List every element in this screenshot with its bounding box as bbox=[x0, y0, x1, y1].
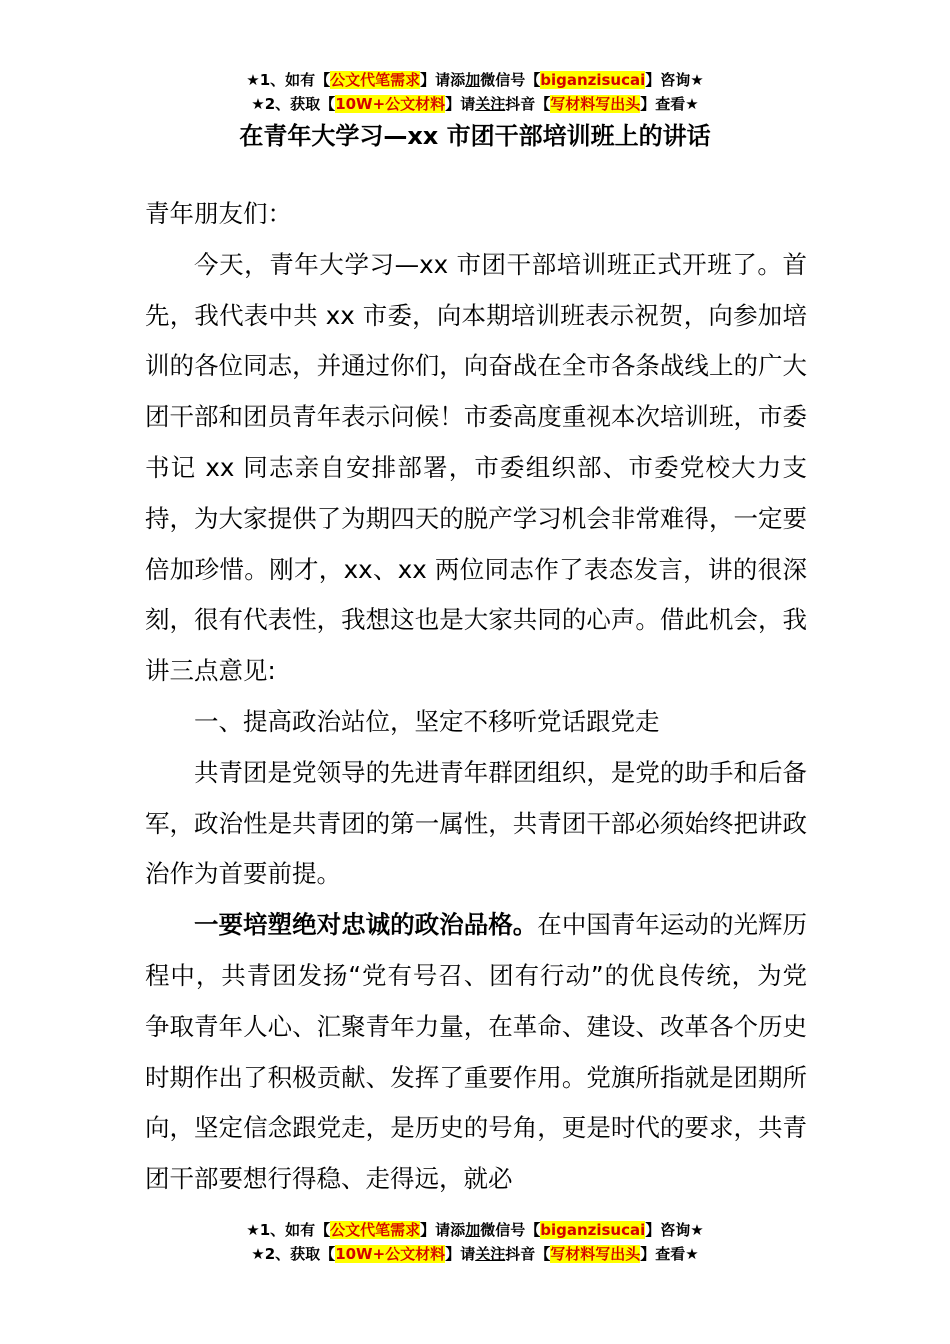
banner-text: 】查看★ bbox=[640, 1245, 699, 1263]
banner-line-1 bbox=[0, 1218, 950, 1242]
banner-text: ★2、获取【 bbox=[251, 1245, 336, 1263]
section-heading: 一、提高政治站位，坚定不移听党话跟党走 bbox=[194, 706, 660, 736]
banner-text: 微信号【 bbox=[480, 71, 541, 89]
document-title: 在青年大学习—xx 市团干部培训班上的讲话 bbox=[239, 122, 711, 150]
banner-text: 抖音【 bbox=[505, 95, 551, 113]
banner-text: 】请添 bbox=[420, 1221, 466, 1239]
banner-highlight: 10W+公文材料 bbox=[335, 95, 446, 113]
footer-banner bbox=[0, 1218, 950, 1266]
banner-text: ★1、如有【 bbox=[246, 71, 331, 89]
banner-text: 】咨询★ bbox=[645, 71, 704, 89]
banner-text: 】查看★ bbox=[640, 95, 699, 113]
banner-line-2 bbox=[0, 1242, 950, 1266]
paragraph-section-intro: 共青团是党领导的先进青年群团组织，是党的助手和后备军，政治性是共青团的第一属性，共青团干部必须始终把讲政治作为首要前提。 bbox=[145, 757, 807, 889]
banner-highlight: biganzisucai bbox=[540, 71, 646, 89]
banner-underlined-text: 加 bbox=[465, 1221, 481, 1239]
banner-underlined-text: 加 bbox=[465, 71, 481, 89]
banner-line-1 bbox=[0, 68, 950, 92]
banner-text: 】请添 bbox=[420, 71, 466, 89]
banner-text: 】咨询★ bbox=[645, 1221, 704, 1239]
salutation: 青年朋友们： bbox=[145, 199, 292, 228]
header-banner bbox=[0, 68, 950, 116]
document-body bbox=[145, 189, 807, 1205]
paragraph-intro: 今天，青年大学习—xx 市团干部培训班正式开班了。首先，我代表中共 xx 市委，向本期培训班表示祝贺，向参加培训的各位同志，并通过你们，向奋战在全市各条战线上的广大团干部和团员青年表示问候！市委高度重视本次培训班，市委书记 xx 同志亲自安排部署，市委组织部、市委党校大力支持，为大家提供了为期四天的脱产学习机会非常难得，一定要倍加珍惜。刚才，xx、xx 两位同志作了表态发言，讲的很深刻，很有代表性，我想这也是大家共同的心声。借此机会，我讲三点意见: bbox=[145, 249, 807, 686]
point-heading: 一要培塑绝对忠诚的政治品格。 bbox=[194, 910, 538, 940]
paragraph-point-1 bbox=[145, 900, 807, 1205]
banner-highlight: 写材料写出头 bbox=[550, 1245, 641, 1263]
banner-highlight: biganzisucai bbox=[540, 1221, 646, 1239]
banner-highlight: 写材料写出头 bbox=[550, 95, 641, 113]
banner-highlight: 10W+公文材料 bbox=[335, 1245, 446, 1263]
banner-text: ★2、获取【 bbox=[251, 95, 336, 113]
banner-underlined-text: 关注 bbox=[475, 95, 506, 113]
banner-underlined-text: 关注 bbox=[475, 1245, 506, 1263]
point-text: 在中国青年运动的光辉历程中，共青团发扬“党有号召、团有行动”的优良传统，为党争取青年人心、汇聚青年力量，在革命、建设、改革各个历史时期作出了积极贡献、发挥了重要作用。党旗所指就是团期所向，坚定信念跟党走，是历史的号角，更是时代的要求，共青团干部要想行得稳、走得远，就必 bbox=[145, 910, 808, 1194]
banner-text: 】请 bbox=[445, 95, 476, 113]
banner-text: 】请 bbox=[445, 1245, 476, 1263]
banner-text: 抖音【 bbox=[505, 1245, 551, 1263]
banner-text: ★1、如有【 bbox=[246, 1221, 331, 1239]
banner-line-2 bbox=[0, 92, 950, 116]
banner-highlight: 公文代笔需求 bbox=[330, 1221, 421, 1239]
banner-text: 微信号【 bbox=[480, 1221, 541, 1239]
banner-highlight: 公文代笔需求 bbox=[330, 71, 421, 89]
